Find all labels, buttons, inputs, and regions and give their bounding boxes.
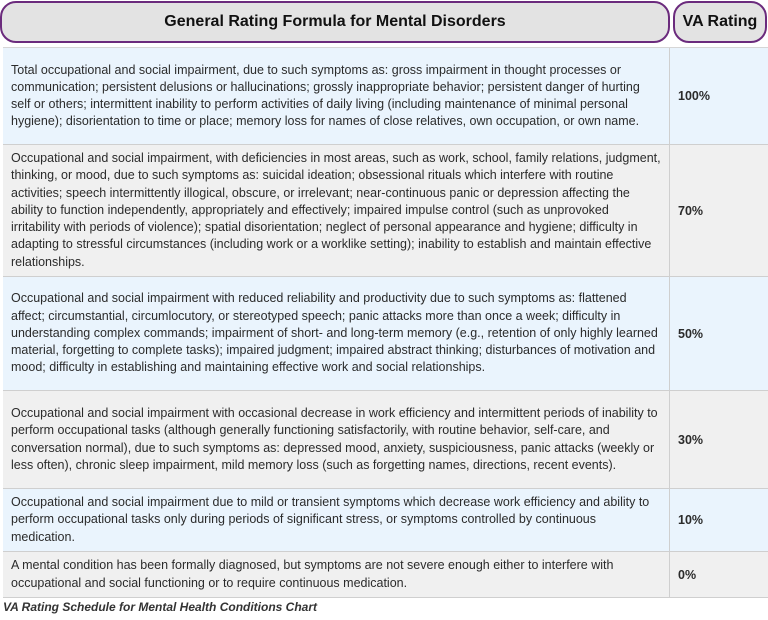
row-description: Occupational and social impairment with occasional decrease in work efficiency and intermittent periods of inability to perform occupational tasks (although generally functioning satisfactorily, with routine behavior, self-care, and conversation normal), due to such symptoms as: depressed mood, anxiety, suspiciousness, panic attacks (weekly or less often), chronic sleep impairment, mild memory loss (such as forgetting names, directions, recent events). [3, 391, 670, 488]
row-description: Total occupational and social impairment, due to such symptoms as: gross impairment in thought processes or communication; persistent delusions or hallucinations; grossly inappropriate behavior; persistent danger of hurting self or others; intermittent inability to perform activities of daily living (including maintenance of minimal personal hygiene); disorientation to time or place; memory loss for names of close relatives, own occupation, or own name. [3, 48, 670, 144]
row-rating: 70% [678, 203, 704, 218]
row-rating: 100% [678, 89, 710, 103]
row-description: Occupational and social impairment, with deficiencies in most areas, such as work, school, family relations, judgment, thinking, or mood, due to such symptoms as: suicidal ideation; obsessional rituals which interfere with routine activities; speech intermittently illogical, obscure, or irrelevant; near-continuous panic or depression affecting the ability to function independently, appropriately and effectively; impaired impulse control (such as unprovoked irritability with periods of violence); spatial disorientation; neglect of personal appearance and hygiene; difficulty in adapting to stressful circumstances (including work or a worklike setting); inability to establish and maintain effective relationships. [3, 145, 670, 276]
table-row [3, 277, 768, 391]
table-row [3, 552, 768, 598]
header-description: General Rating Formula for Mental Disorders [0, 1, 670, 43]
rating-table [3, 47, 768, 598]
row-rating: 0% [678, 567, 697, 582]
row-description: Occupational and social impairment with reduced reliability and productivity due to such symptoms as: flattened affect; circumstantial, circumlocutory, or stereotyped speech; panic attacks more than once a week; difficulty in understanding complex commands; impairment of short- and long-term memory (e.g., retention of only highly learned material, forgetting to complete tasks); impaired judgment; impaired abstract thinking; disturbances of motivation and mood; difficulty in establishing and maintaining effective work and social relationships. [3, 277, 670, 390]
table-row [3, 48, 768, 145]
table-header [0, 0, 768, 46]
row-rating: 30% [678, 432, 704, 447]
table-row [3, 391, 768, 489]
row-description: A mental condition has been formally diagnosed, but symptoms are not severe enough either to interfere with occupational and social functioning or to require continuous medication. [3, 552, 670, 597]
row-description: Occupational and social impairment due to mild or transient symptoms which decrease work efficiency and ability to perform occupational tasks only during periods of significant stress, or symptoms controlled by continuous medication. [3, 489, 670, 551]
header-va-rating: VA Rating [673, 1, 767, 43]
table-caption: VA Rating Schedule for Mental Health Conditions Chart [3, 600, 318, 614]
row-rating: 10% [678, 513, 704, 527]
table-row [3, 489, 768, 552]
table-row [3, 145, 768, 277]
row-rating: 50% [678, 326, 704, 341]
